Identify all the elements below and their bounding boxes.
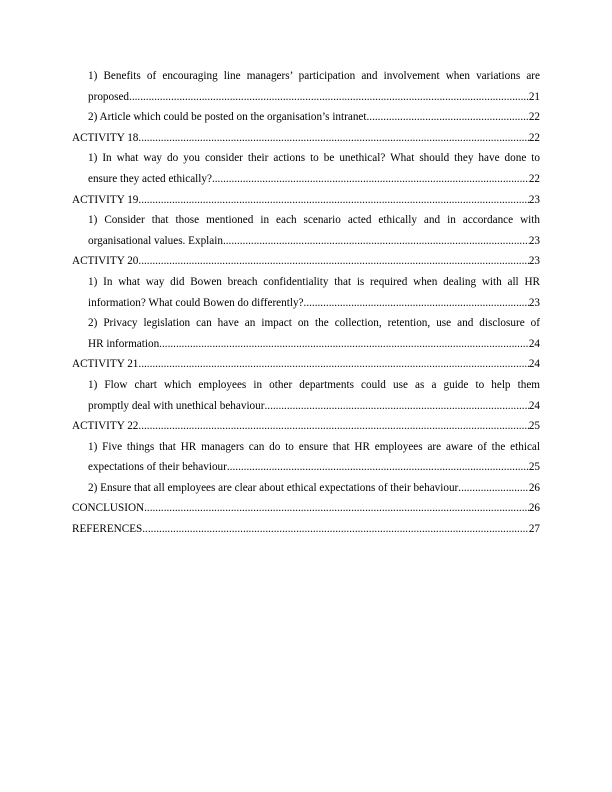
toc-entry-title: 2) Ensure that all employees are clear about ethical expectations of their behaviour bbox=[88, 481, 459, 494]
toc-entry-title: ACTIVITY 21 bbox=[72, 358, 139, 371]
toc-page-number: 27 bbox=[528, 523, 540, 536]
toc-entry-title-line1: 1) In what way do you consider their actions to be unethical? What should they have done to bbox=[88, 152, 540, 165]
toc-entry-title: ACTIVITY 22 bbox=[72, 420, 139, 433]
toc-entry[interactable] bbox=[72, 251, 540, 272]
toc-page-number: 25 bbox=[528, 420, 540, 433]
toc-entry-title-line1: 1) Five things that HR managers can do to ensure that HR employees are aware of the ethical bbox=[88, 440, 540, 453]
toc-leader-dots bbox=[138, 416, 528, 437]
toc-entry-title: ACTIVITY 20 bbox=[72, 255, 139, 268]
toc-page-number: 23 bbox=[528, 193, 540, 206]
toc-entry[interactable] bbox=[72, 478, 540, 499]
toc-page-number: 23 bbox=[528, 296, 540, 309]
toc-page-number: 26 bbox=[528, 502, 540, 515]
toc-page-number: 24 bbox=[528, 399, 540, 412]
toc-entry-title-line1: 2) Privacy legislation can have an impact on the collection, retention, use and disclosure of bbox=[88, 317, 540, 330]
toc-entry[interactable] bbox=[72, 416, 540, 437]
toc-entry-title-line1: 1) Flow chart which employees in other departments could use as a guide to help them bbox=[88, 378, 540, 391]
toc-leader-dots bbox=[138, 190, 528, 211]
table-of-contents bbox=[72, 66, 540, 540]
toc-page-number: 23 bbox=[528, 234, 540, 247]
toc-leader-dots bbox=[138, 354, 528, 375]
toc-page-number: 21 bbox=[528, 90, 540, 103]
toc-entry-title-line2: organisational values. Explain bbox=[88, 234, 223, 247]
toc-entry-title-line1: 1) Benefits of encouraging line managers’ participation and involvement when variations are bbox=[88, 70, 540, 82]
toc-entry[interactable] bbox=[72, 190, 540, 211]
toc-leader-dots bbox=[129, 87, 529, 108]
toc-page-number: 22 bbox=[528, 131, 540, 144]
toc-entry-title: CONCLUSION bbox=[72, 502, 145, 515]
toc-page-number: 26 bbox=[528, 481, 540, 494]
toc-entry-title-line2: proposed bbox=[88, 90, 130, 103]
toc-leader-dots bbox=[142, 519, 529, 540]
toc-page-number: 22 bbox=[528, 172, 540, 185]
toc-leader-dots bbox=[223, 231, 529, 252]
toc-entry[interactable] bbox=[72, 375, 540, 416]
toc-entry[interactable] bbox=[72, 498, 540, 519]
toc-entry[interactable] bbox=[72, 313, 540, 354]
toc-leader-dots bbox=[138, 128, 528, 149]
toc-entry[interactable] bbox=[72, 107, 540, 128]
toc-entry[interactable] bbox=[72, 437, 540, 478]
toc-entry-title-line2: ensure they acted ethically? bbox=[88, 172, 212, 185]
toc-entry-title: ACTIVITY 18 bbox=[72, 131, 139, 144]
toc-entry[interactable] bbox=[72, 128, 540, 149]
toc-entry[interactable] bbox=[72, 272, 540, 313]
toc-leader-dots bbox=[264, 396, 528, 417]
toc-page-number: 23 bbox=[528, 255, 540, 268]
toc-entry-title: 2) Article which could be posted on the organisation’s intranet bbox=[88, 111, 367, 124]
toc-entry-title: REFERENCES bbox=[72, 523, 143, 536]
toc-entry-title-line1: 1) Consider that those mentioned in each scenario acted ethically and in accordance with bbox=[88, 214, 540, 227]
toc-entry[interactable] bbox=[72, 354, 540, 375]
toc-entry[interactable] bbox=[72, 519, 540, 540]
toc-entry-title-line1: 1) In what way did Bowen breach confidentiality that is required when dealing with all HR bbox=[88, 275, 540, 288]
toc-page-number: 22 bbox=[528, 111, 540, 124]
toc-entry-title-line2: promptly deal with unethical behaviour bbox=[88, 399, 265, 412]
toc-entry[interactable] bbox=[72, 66, 540, 107]
toc-leader-dots bbox=[366, 107, 528, 128]
toc-entry-title: ACTIVITY 19 bbox=[72, 193, 139, 206]
toc-leader-dots bbox=[212, 169, 529, 190]
toc-leader-dots bbox=[304, 293, 529, 314]
toc-leader-dots bbox=[144, 498, 529, 519]
toc-leader-dots bbox=[458, 478, 529, 499]
toc-entry[interactable] bbox=[72, 210, 540, 251]
toc-entry[interactable] bbox=[72, 148, 540, 189]
toc-entry-title-line2: information? What could Bowen do differently? bbox=[88, 296, 304, 309]
toc-entry-title-line2: HR information bbox=[88, 337, 160, 350]
toc-page-number: 24 bbox=[528, 358, 540, 371]
toc-leader-dots bbox=[227, 457, 529, 478]
toc-page-number: 24 bbox=[528, 337, 540, 350]
toc-page-number: 25 bbox=[528, 461, 540, 474]
toc-entry-title-line2: expectations of their behaviour bbox=[88, 461, 227, 474]
toc-leader-dots bbox=[138, 251, 528, 272]
toc-leader-dots bbox=[159, 334, 529, 355]
